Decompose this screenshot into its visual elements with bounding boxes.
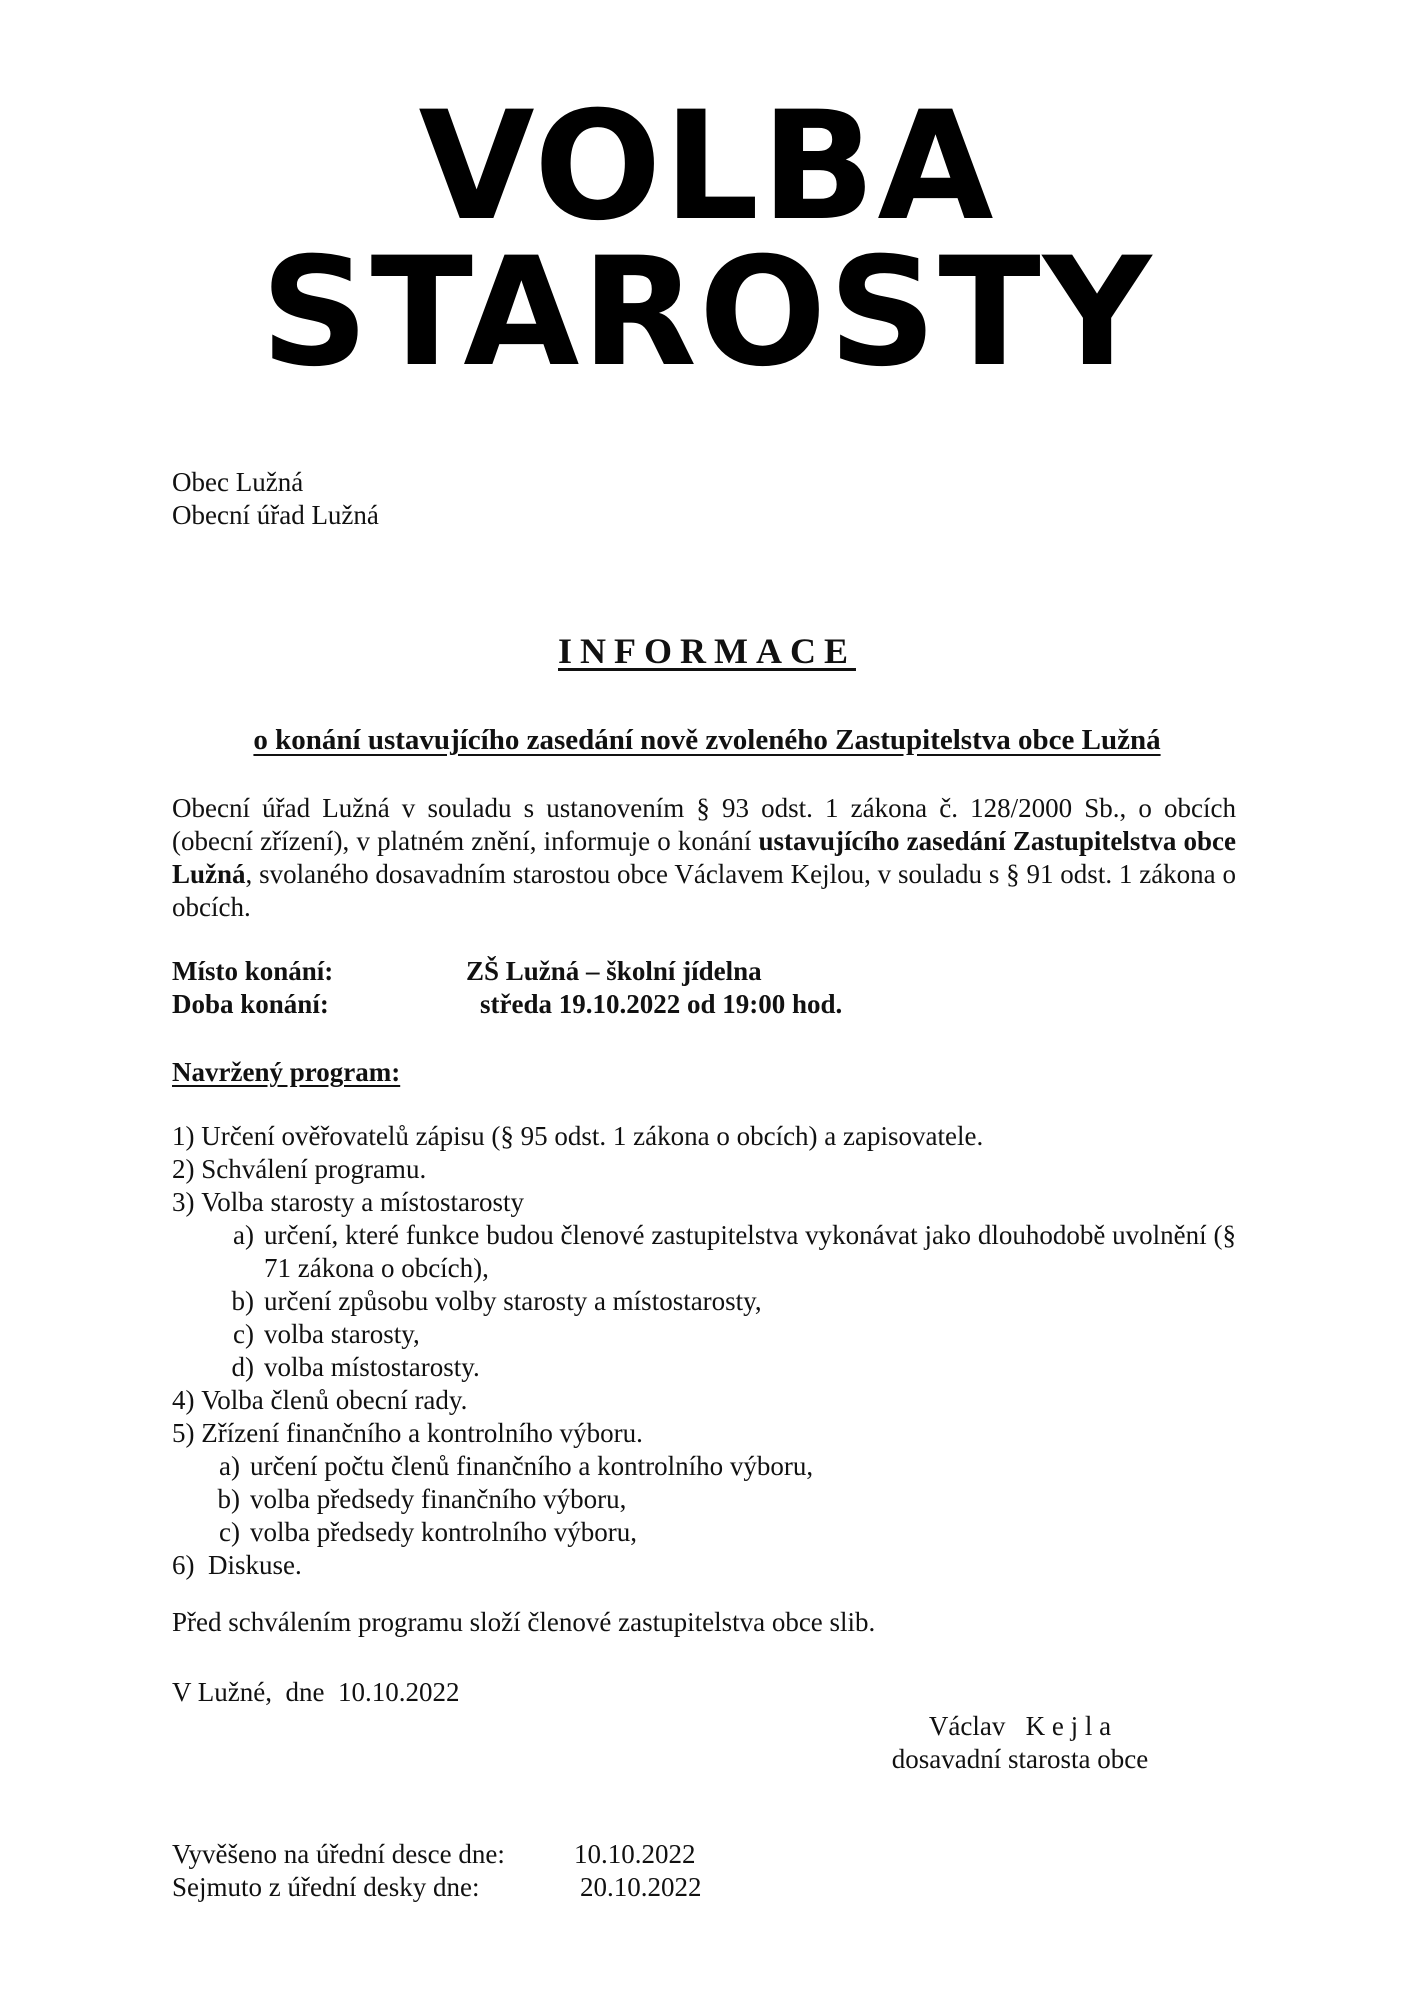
item-text: Zřízení finančního a kontrolního výboru. <box>201 1418 643 1448</box>
intro-text-1: Obecní úřad Lužná v souladu s ustanovením § 93 odst. 1 zákona č. 128/2000 Sb., o obcích (obecní zřízení), v platném znění, informuje o konání <box>172 793 1236 856</box>
program-subitem <box>172 1516 1236 1549</box>
intro-text-bold: ustavujícího zasedání Zastupitelstva obce Lužná <box>172 826 1236 889</box>
removed-row <box>172 1871 702 1904</box>
subitem-text: volba starosty, <box>264 1319 420 1349</box>
item-number: 2) <box>172 1154 202 1184</box>
item-number: 5) <box>172 1418 202 1448</box>
headline-line-2: STAROSTY <box>260 226 1154 400</box>
signature-block <box>860 1710 1180 1776</box>
program-subitem <box>172 1483 1236 1516</box>
posted-date: 10.10.2022 <box>574 1839 696 1869</box>
subitem-letter: a) <box>233 1220 254 1250</box>
intro-text-2: , svolaného dosavadním starostou obce Václavem Kejlou, v souladu s § 91 odst. 1 zákona o obcích. <box>172 859 1236 922</box>
signer-name: Václav K e j l a <box>928 1711 1112 1741</box>
sender-office: Obecní úřad Lužná <box>172 500 379 530</box>
item-number: 3) <box>172 1187 202 1217</box>
subitem-text: určení počtu členů finančního a kontrolního výboru, <box>250 1451 814 1481</box>
document-title: INFORMACE <box>558 631 856 671</box>
headline-line-1: VOLBA <box>418 80 996 254</box>
item-text: Určení ověřovatelů zápisu (§ 95 odst. 1 zákona o obcích) a zapisovatele. <box>201 1121 984 1151</box>
posted-label: Vyvěšeno na úřední desce dne: <box>172 1839 505 1869</box>
intro-paragraph <box>172 792 1236 924</box>
program-item <box>172 1153 1236 1186</box>
place-and-date: V Lužné, dne 10.10.2022 <box>172 1677 460 1707</box>
subitem-letter: c) <box>233 1319 254 1349</box>
item-number: 1) <box>172 1121 202 1151</box>
subitem-text: určení způsobu volby starosty a místostarosty, <box>264 1286 762 1316</box>
program-item <box>172 1549 1236 1582</box>
time-value: středa 19.10.2022 od 19:00 hod. <box>480 989 843 1019</box>
item-number: 4) <box>172 1385 202 1415</box>
subitem-text: volba předsedy kontrolního výboru, <box>250 1517 637 1547</box>
program-subitem <box>172 1219 1236 1285</box>
removed-date: 20.10.2022 <box>580 1872 702 1902</box>
oath-note: Před schválením programu složí členové zastupitelstva obce slib. <box>172 1607 876 1637</box>
place-label: Místo konání: <box>172 956 334 986</box>
sender-municipality: Obec Lužná <box>172 467 304 497</box>
time-label: Doba konání: <box>172 989 329 1019</box>
time-row <box>172 988 842 1021</box>
removed-label: Sejmuto z úřední desky dne: <box>172 1872 480 1902</box>
program-item <box>172 1384 1236 1417</box>
subitem-text: určení, které funkce budou členové zastupitelstva vykonávat jako dlouhodobě uvolnění (§ 71 zákona o obcích), <box>264 1220 1236 1283</box>
subitem-letter: d) <box>231 1352 254 1382</box>
subitem-letter: b) <box>231 1286 254 1316</box>
item-text: Volba starosty a místostarosty <box>201 1187 524 1217</box>
sender-block <box>172 466 379 532</box>
program-subitem <box>172 1318 1236 1351</box>
subitem-letter: a) <box>219 1451 240 1481</box>
subitem-letter: c) <box>219 1517 240 1547</box>
meeting-details <box>172 955 842 1021</box>
program-subitem <box>172 1351 1236 1384</box>
item-text: Schválení programu. <box>201 1154 427 1184</box>
subitem-text: volba místostarosty. <box>264 1352 480 1382</box>
item-text: Diskuse. <box>208 1550 302 1580</box>
subitem-text: volba předsedy finančního výboru, <box>250 1484 627 1514</box>
program-list <box>172 1120 1236 1582</box>
posting-record <box>172 1838 702 1904</box>
place-row <box>172 955 842 988</box>
program-subitem <box>172 1450 1236 1483</box>
program-item <box>172 1417 1236 1450</box>
signer-role: dosavadní starosta obce <box>891 1744 1149 1774</box>
program-item <box>172 1186 1236 1219</box>
document-subtitle: o konání ustavujícího zasedání nově zvoleného Zastupitelstva obce Lužná <box>253 724 1161 756</box>
item-number: 6) <box>172 1550 208 1580</box>
place-value: ZŠ Lužná – školní jídelna <box>466 956 762 986</box>
subitem-letter: b) <box>217 1484 240 1514</box>
program-subitem <box>172 1285 1236 1318</box>
posted-row <box>172 1838 702 1871</box>
program-heading: Navržený program: <box>172 1057 401 1087</box>
program-item <box>172 1120 1236 1153</box>
item-text: Volba členů obecní rady. <box>201 1385 468 1415</box>
